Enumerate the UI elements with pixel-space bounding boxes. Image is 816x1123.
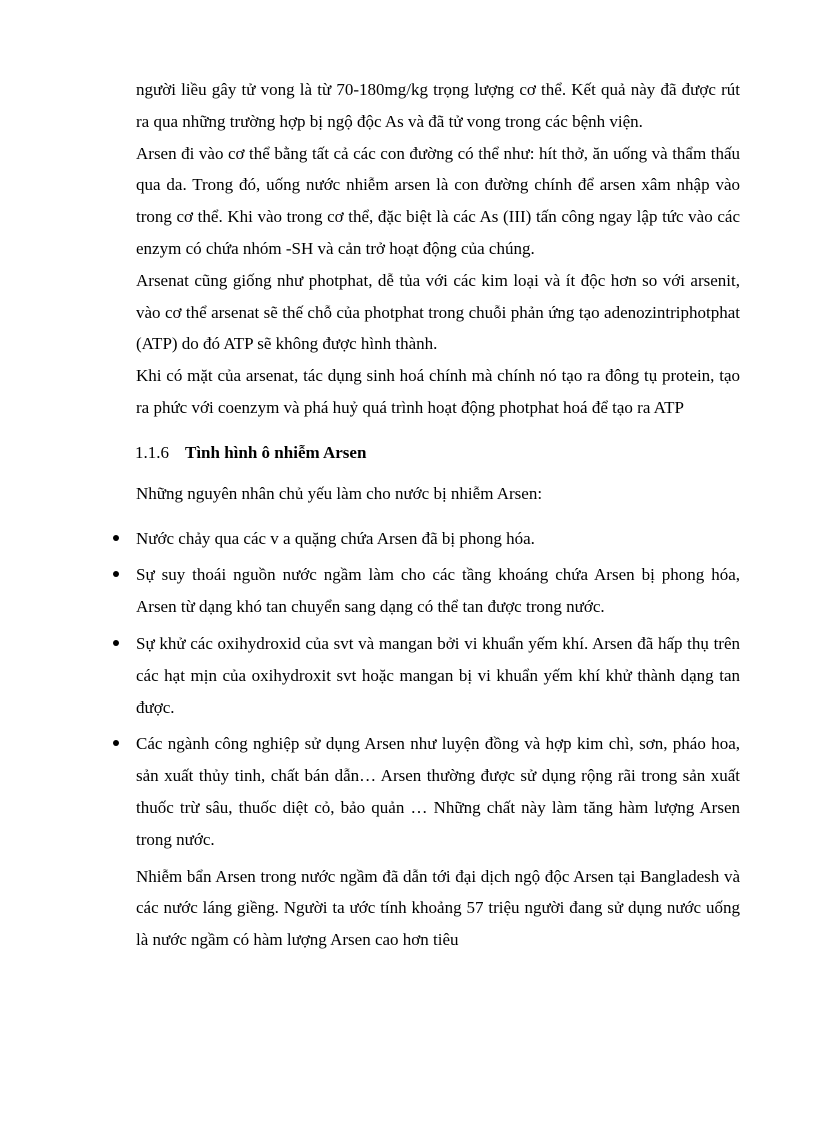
paragraph-biochemical-effect: Khi có mặt của arsenat, tác dụng sinh hoá chính mà chính nó tạo ra đông tụ protein, tạo ra phức với coenzym và phá huỷ quá trình hoạt động photphat hoá để tạo ra ATP (136, 366, 740, 417)
bullet-icon (113, 640, 119, 646)
section-heading (135, 438, 740, 468)
bullet-icon (113, 535, 119, 541)
bullet-icon (113, 571, 119, 577)
list-item (136, 559, 740, 623)
list-item (136, 523, 740, 555)
list-item-text: Các ngành công nghiệp sử dụng Arsen như luyện đồng và hợp kim chì, sơn, pháo hoa, sản xuất thủy tinh, chất bán dẫn… Arsen thường được sử dụng rộng rãi trong sản xuất thuốc trừ sâu, thuốc diệt cỏ, bảo quản … Những chất này làm tăng hàm lượng Arsen trong nước. (136, 734, 740, 849)
section-number: 1.1.6 (135, 442, 169, 462)
list-item-text: Sự khử các oxihydroxid của svt và mangan bởi vi khuẩn yếm khí. Arsen đã hấp thụ trên các hạt mịn của oxihydroxit svt hoặc mangan bị vi khuẩn yếm khí khử thành dạng tan được. (136, 633, 740, 717)
list-item (136, 628, 740, 723)
paragraph-toxic-dose: người liều gây tử vong là từ 70-180mg/kg trọng lượng cơ thể. Kết quả này đã được rút ra qua những trường hợp bị ngộ độc As và đã tử vong trong các bệnh viện. (136, 80, 740, 131)
bullet-icon (113, 740, 119, 746)
paragraph-arsenate: Arsenat cũng giống như photphat, dễ tủa với các kim loại và ít độc hơn so với arsenit, vào cơ thể arsenat sẽ thế chỗ của photphat trong chuỗi phản ứng tạo adenozintriphotphat (ATP) do đó ATP sẽ không được hình thành. (136, 270, 740, 354)
paragraph-exposure-routes: Arsen đi vào cơ thể bằng tất cả các con đường có thể như: hít thở, ăn uống và thẩm thấu qua da. Trong đó, uống nước nhiễm arsen là con đường chính để arsen xâm nhập vào trong cơ thể. Khi vào trong cơ thể, đặc biệt là các As (III) tấn công ngay lập tức vào các enzym có chứa nhóm -SH và cản trở hoạt động của chúng. (136, 143, 740, 258)
section-title: Tình hình ô nhiễm Arsen (185, 442, 367, 462)
list-item-text: Sự suy thoái nguồn nước ngầm làm cho các tầng khoáng chứa Arsen bị phong hóa, Arsen từ dạng khó tan chuyển sang dạng có thể tan được trong nước. (136, 565, 740, 617)
paragraph-causes-intro: Những nguyên nhân chủ yếu làm cho nước bị nhiễm Arsen: (136, 483, 543, 503)
paragraph-bangladesh: Nhiễm bẩn Arsen trong nước ngầm đã dẫn tới đại dịch ngộ độc Arsen tại Bangladesh và các nước láng giềng. Người ta ước tính khoảng 57 triệu người đang sử dụng nước uống là nước ngầm có hàm lượng Arsen cao hơn tiêu (136, 866, 740, 950)
causes-list (136, 523, 740, 856)
list-item (136, 728, 740, 855)
document-page (136, 74, 740, 956)
list-item-text: Nước chảy qua các v a quặng chứa Arsen đã bị phong hóa. (136, 528, 535, 548)
